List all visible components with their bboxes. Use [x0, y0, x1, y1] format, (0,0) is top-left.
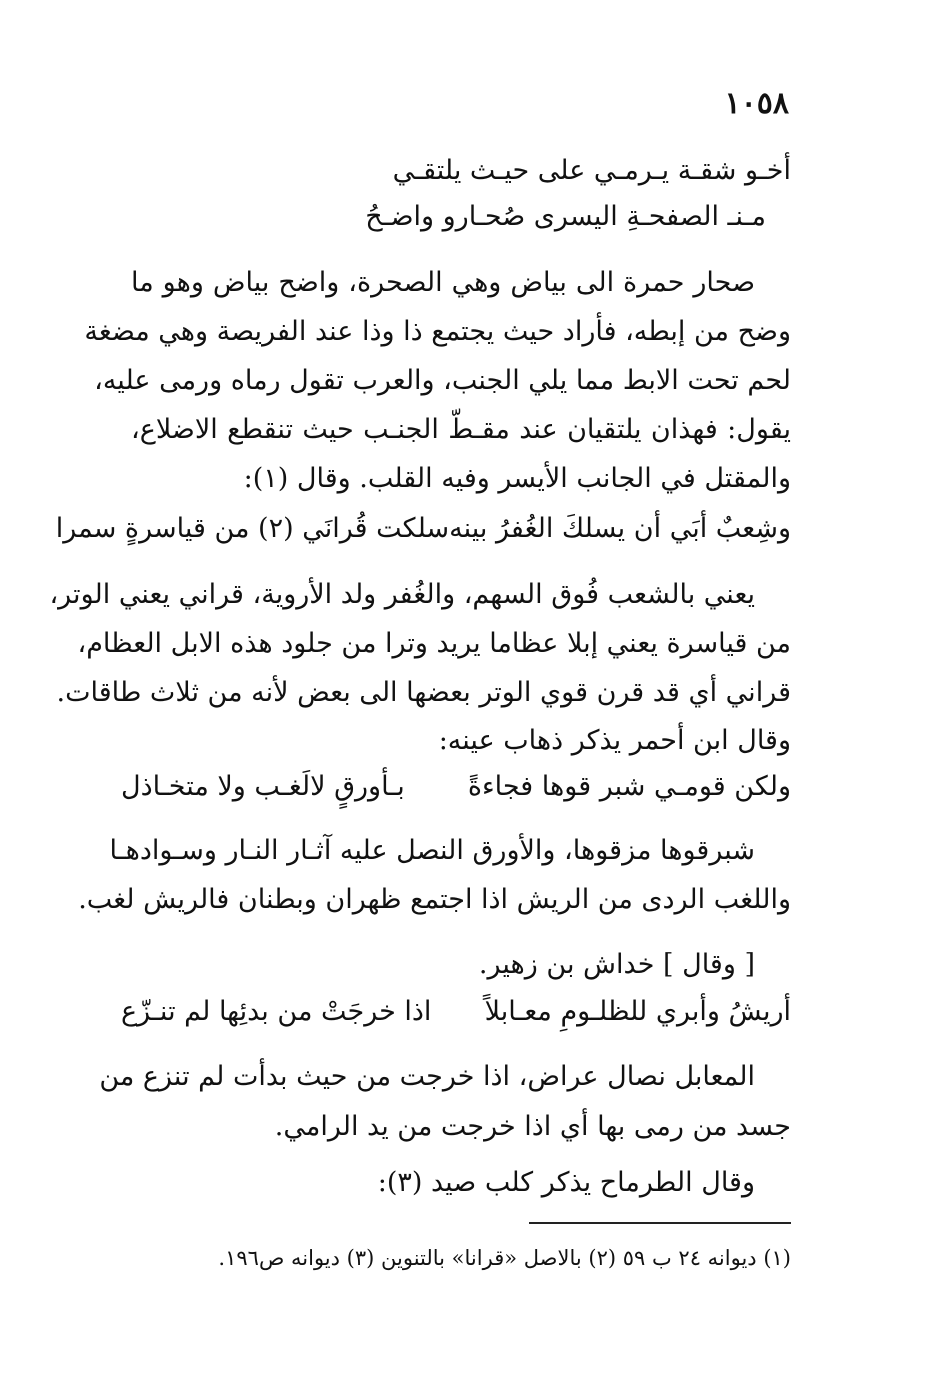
verse-1-first-half: أخـو شقـة يـرمـي على حيـث يلتقـي — [392, 155, 791, 186]
verse-4-second-half: اذا خرجَتْ من بدئِها لم تنـزّع — [121, 996, 432, 1027]
verse-3-first-half: ولكن قومـي شبر قوها فجاءةً — [467, 771, 791, 802]
paragraph-2-line-3: قراني أي قد قرن قوي الوتر بعضها الى بعض لأنه من ثلاث طاقات. — [56, 677, 791, 708]
paragraph-3-line-1: شبرقوها مزقوها، والأورق النصل عليه آثـار النـار وسـوادهـا — [109, 835, 755, 866]
paragraph-1-line-2: وضح من إبطه، فأراد حيث يجتمع ذا وذا عند الفريصة وهي مضغة — [84, 316, 791, 347]
paragraph-4-line-3: وقال الطرماح يذكر كلب صيد (٣): — [377, 1167, 755, 1198]
paragraph-2-line-4: وقال ابن أحمر يذكر ذهاب عينه: — [438, 725, 791, 756]
paragraph-4-line-1: المعابل نصال عراض، اذا خرجت من حيث بدأت لم تنزع من — [99, 1061, 755, 1092]
verse-2-first-half: وشِعبٌ أبَي أن يسلكَ الغُفرُ بينه — [449, 513, 791, 544]
verse-3 — [121, 766, 791, 808]
page-number: ١٠٥٨ — [724, 86, 789, 121]
paragraph-3-line-2: واللغب الردى من الريش اذا اجتمع ظهران وبطنان فالريش لغب. — [78, 884, 791, 915]
paragraph-2-line-1: يعني بالشعب فُوق السهم، والغُفر ولد الأروية، قراني يعني الوتر، — [49, 579, 755, 610]
verse-2 — [55, 508, 791, 550]
paragraph-2-line-2: من قياسرة يعني إبلا عظاما يريد وترا من جلود هذه الابل العظام، — [77, 628, 791, 659]
footnote-divider — [529, 1222, 791, 1224]
paragraph-1-line-5: والمقتل في الجانب الأيسر وفيه القلب. وقال (١): — [243, 463, 791, 494]
verse-1-second-half: مـنـ الصفحـةِ اليسرى صُحـارو واضـحُ — [365, 201, 766, 232]
paragraph-1-line-3: لحم تحت الابط مما يلي الجنب، والعرب تقول رماه ورمى عليه، — [94, 365, 791, 396]
verse-2-second-half: سلكت قُرانَي (٢) من قياسرةٍ سمرا — [55, 513, 450, 544]
verse-4 — [121, 991, 791, 1033]
paragraph-1-line-4: يقول: فهذان يلتقيان عند مقـطّ الجنـب حيث تنقطع الاضلاع، — [131, 414, 791, 445]
footnotes: (١) ديوانه ٢٤ ب ٥٩ (٢) بالاصل «قرانا» بالتنوين (٣) ديوانه ص١٩٦. — [218, 1246, 791, 1270]
verse-3-second-half: بـأورقٍ لالَغـب ولا متخـاذل — [121, 771, 405, 802]
paragraph-4-line-2: جسد من رمى بها أي اذا خرجت من يد الرامي. — [274, 1111, 791, 1142]
paragraph-1-line-1: صحار حمرة الى بياض وهي الصحرة، واضح بياض وهو ما — [131, 267, 755, 298]
verse-4-first-half: أريشُ وأبري للظلـومِ معـابلاً — [484, 996, 791, 1027]
attribution-line: [ وقال ] خداش بن زهير. — [478, 949, 755, 980]
